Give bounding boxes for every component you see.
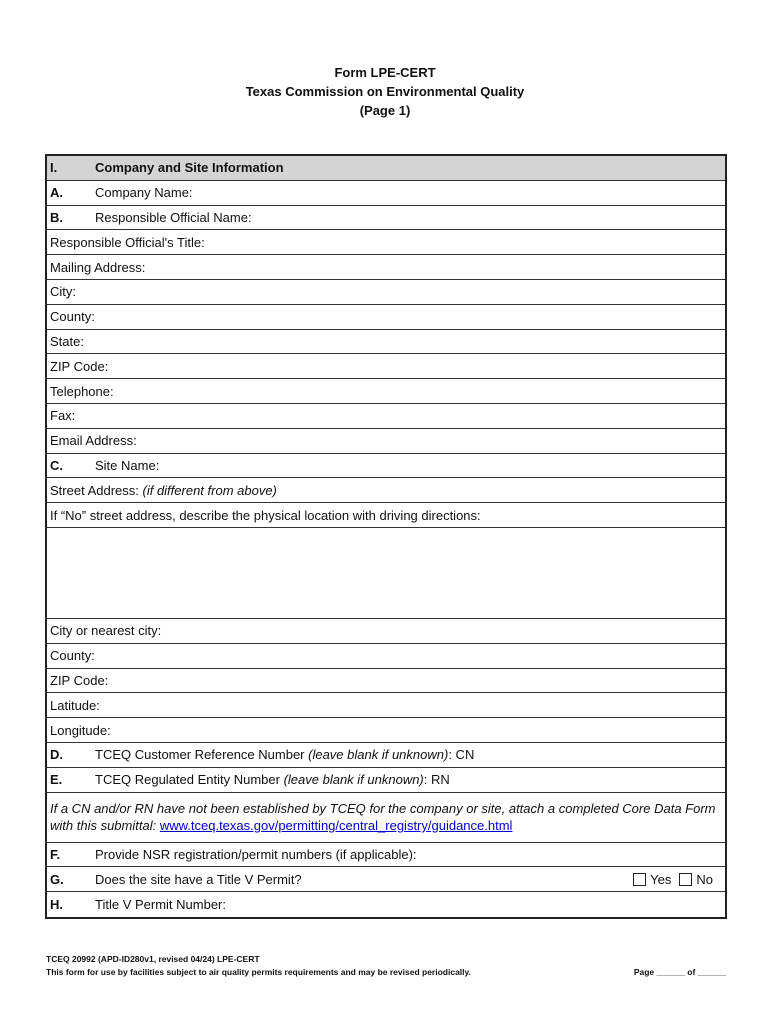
latitude-field[interactable]: Latitude:	[47, 693, 725, 718]
page-label: (Page 1)	[359, 103, 411, 118]
directions-textarea[interactable]	[47, 528, 725, 619]
site-county-field[interactable]: County:	[47, 644, 725, 669]
form-header	[0, 63, 770, 120]
site-zip-field[interactable]: ZIP Code:	[47, 669, 725, 694]
customer-reference-field[interactable]: D. TCEQ Customer Reference Number (leave blank if unknown) : CN	[47, 743, 725, 768]
official-title-field[interactable]: Responsible Official's Title:	[47, 230, 725, 255]
title-v-question: G. Does the site have a Title V Permit? Yes No	[47, 867, 725, 892]
agency-name: Texas Commission on Environmental Quality	[245, 84, 525, 99]
title-v-options: Yes No	[633, 872, 717, 887]
yes-checkbox[interactable]	[633, 873, 646, 886]
telephone-field[interactable]: Telephone:	[47, 379, 725, 404]
form-title: Form LPE-CERT	[334, 65, 436, 80]
county-field[interactable]: County:	[47, 305, 725, 330]
email-field[interactable]: Email Address:	[47, 429, 725, 454]
mailing-address-field[interactable]: Mailing Address:	[47, 255, 725, 280]
section-header	[47, 156, 725, 181]
usage-note: This form for use by facilities subject to air quality permits requirements and may be revised periodically.	[46, 967, 471, 977]
section-number: I.	[50, 160, 58, 176]
longitude-field[interactable]: Longitude:	[47, 718, 725, 743]
no-checkbox[interactable]	[679, 873, 692, 886]
page-counter: Page ______ of ______	[633, 967, 726, 977]
fax-field[interactable]: Fax:	[47, 404, 725, 429]
company-name-field[interactable]: A. Company Name:	[47, 181, 725, 206]
state-field[interactable]: State:	[47, 330, 725, 355]
core-data-note: If a CN and/or RN have not been established by TCEQ for the company or site, attach a completed Core Data Form with this submittal: www.tceq.texas.gov/permitting/central_registry/guidance.html	[47, 793, 725, 843]
form-id: TCEQ 20992 (APD-ID280v1, revised 04/24) LPE-CERT	[46, 954, 260, 964]
zip-field[interactable]: ZIP Code:	[47, 354, 725, 379]
core-data-link[interactable]: www.tceq.texas.gov/permitting/central_registry/guidance.html	[159, 818, 513, 834]
directions-label: If “No” street address, describe the physical location with driving directions:	[47, 503, 725, 528]
title-v-permit-number-field[interactable]: H. Title V Permit Number:	[50, 897, 226, 913]
company-site-form	[45, 154, 727, 919]
responsible-official-name-field[interactable]: B. Responsible Official Name:	[47, 206, 725, 231]
city-field[interactable]: City:	[47, 280, 725, 305]
nsr-permit-field[interactable]: F. Provide NSR registration/permit numbers (if applicable):	[47, 843, 725, 868]
section-title: Company and Site Information	[95, 160, 284, 176]
site-name-field[interactable]: C. Site Name:	[47, 454, 725, 479]
nearest-city-field[interactable]: City or nearest city:	[47, 619, 725, 644]
regulated-entity-field[interactable]: E. TCEQ Regulated Entity Number (leave blank if unknown) : RN	[47, 768, 725, 793]
form-footer	[46, 953, 726, 979]
street-address-field[interactable]: Street Address: (if different from above)	[47, 478, 725, 503]
